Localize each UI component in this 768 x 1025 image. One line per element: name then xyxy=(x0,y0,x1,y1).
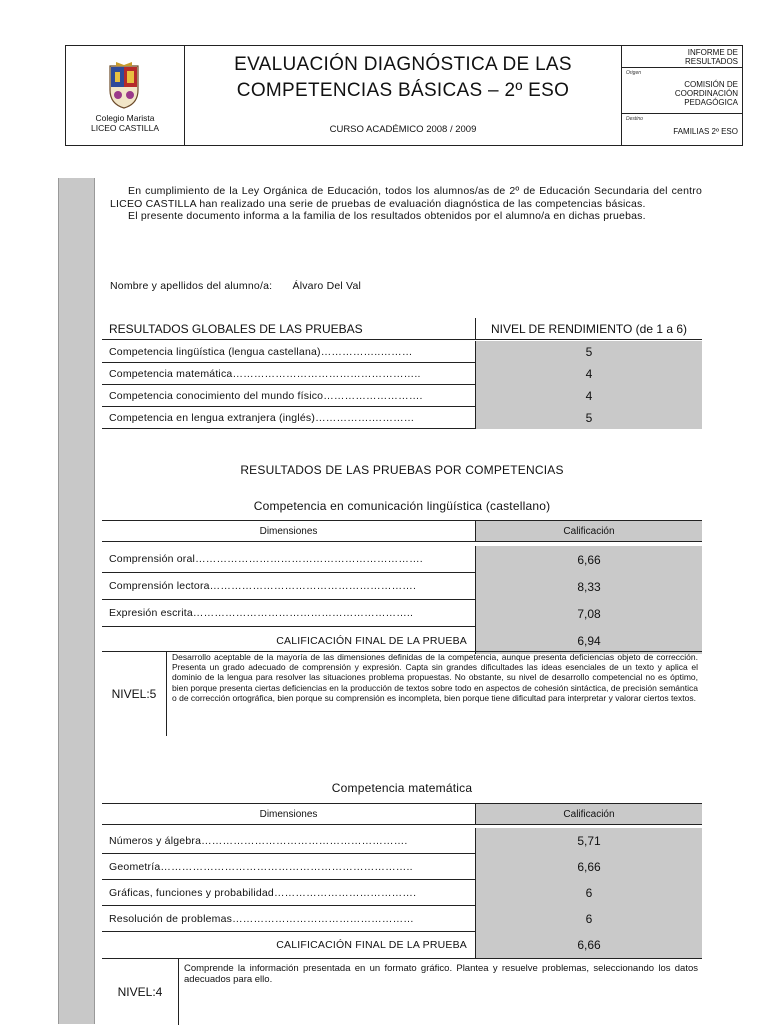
student-name: Álvaro Del Val xyxy=(292,280,362,292)
final-score-label: CALIFICACIÓN FINAL DE LA PRUEBA xyxy=(276,634,467,647)
row-label: Comprensión lectora…………………………………………………. xyxy=(102,573,475,600)
row-value: 5 xyxy=(475,407,702,429)
row-label: Comprensión oral………………………………………………………. xyxy=(102,546,475,573)
math-nivel-label: NIVEL:4 xyxy=(102,959,179,1025)
row-label: Números y álgebra…………………………………………………. xyxy=(102,828,475,854)
table-row xyxy=(102,828,702,854)
row-value: 4 xyxy=(475,385,702,407)
origin-label: Origen xyxy=(626,70,642,76)
table-row xyxy=(102,880,702,906)
student-line xyxy=(110,280,702,292)
left-margin-bar xyxy=(58,178,95,1024)
school-line1: Colegio Marista xyxy=(95,113,155,123)
school-line2: LICEO CASTILLA xyxy=(90,123,160,133)
math-table-header xyxy=(102,803,702,825)
global-head-right: NIVEL DE RENDIMIENTO (de 1 a 6) xyxy=(475,318,702,339)
table-row xyxy=(102,363,702,385)
final-score-value: 6,94 xyxy=(475,627,702,654)
row-label: Competencia matemática…………………………………………….. xyxy=(102,363,475,385)
math-nivel-text: Comprende la información presentada en un formato gráfico. Plantea y resuelve problemas, seleccionando los datos adecuados para ello. xyxy=(184,963,698,985)
table-row xyxy=(102,600,702,627)
academic-year: CURSO ACADÉMICO 2008 / 2009 xyxy=(329,124,477,135)
by-competence-title: RESULTADOS DE LAS PRUEBAS POR COMPETENCIAS xyxy=(240,463,564,477)
row-label: Resolución de problemas…………………………………………… xyxy=(102,906,475,932)
row-value: 5 xyxy=(475,341,702,363)
intro-paragraph-1: En cumplimiento de la Ley Orgánica de Educación, todos los alumnos/as de 2º de Educación Secundaria del centro LICEO CASTILLA han realizado una serie de pruebas de evaluación diagnóstica de las competencias básicas. xyxy=(110,185,702,210)
report-header xyxy=(65,45,743,146)
student-label: Nombre y apellidos del alumno/a: xyxy=(110,280,273,292)
table-row xyxy=(102,385,702,407)
lingua-title: Competencia en comunicación lingüística (castellano) xyxy=(253,499,551,513)
title-line2: COMPETENCIAS BÁSICAS – 2º ESO xyxy=(236,80,570,101)
math-title: Competencia matemática xyxy=(331,781,473,795)
global-results-header xyxy=(102,318,702,340)
final-score-value: 6,66 xyxy=(475,932,702,958)
final-score-row xyxy=(102,932,702,958)
math-head-right: Calificación xyxy=(475,804,702,824)
title-line1: EVALUACIÓN DIAGNÓSTICA DE LAS xyxy=(234,54,572,75)
school-crest-icon xyxy=(107,60,141,110)
lingua-table-header xyxy=(102,520,702,542)
row-value: 6,66 xyxy=(475,854,702,880)
lingua-nivel-label: NIVEL:5 xyxy=(102,652,167,736)
math-nivel xyxy=(102,958,702,1025)
lingua-nivel-text: Desarrollo aceptable de la mayoría de las dimensiones definidas de la competencia, aunque presenta deficiencias objeto de corrección. Presenta un grado adecuado de comprensión y expresión. Capta sin grandes dificultades las ideas esenciales de un texto y aplica el dominio de la lengua para resolver las situaciones problema propuestas. No obstante, su nivel de desarrollo competencial no es óptimo, bien porque presenta ciertas deficiencias en la producción de textos sobre todo en aspectos de cohesión sintáctica, de precisión semántica o de corrección ortográfica, bien porque su comprensión es incompleta, bien porque tiene dificultad para interpretar y valorar ciertos textos. xyxy=(172,652,698,703)
lingua-head-right: Calificación xyxy=(475,521,702,541)
math-head-left: Dimensiones xyxy=(259,808,318,820)
row-value: 5,71 xyxy=(475,828,702,854)
document-type: INFORME DE RESULTADOS xyxy=(622,46,742,68)
lingua-nivel xyxy=(102,651,702,736)
destination-label: Destino xyxy=(626,116,643,122)
row-label: Competencia conocimiento del mundo físico………………………. xyxy=(102,385,475,407)
row-label: Gráficas, funciones y probabilidad…………………………………. xyxy=(102,880,475,906)
final-score-row xyxy=(102,627,702,654)
row-label: Geometría…………………………………………………………….. xyxy=(102,854,475,880)
school-logo-cell xyxy=(66,46,185,145)
row-value: 6 xyxy=(475,880,702,906)
row-value: 6,66 xyxy=(475,546,702,573)
row-label: Competencia en lengua extranjera (inglés)…………….………… xyxy=(102,407,475,429)
destination-value: FAMILIAS 2º ESO xyxy=(673,127,738,136)
school-name xyxy=(66,113,184,133)
row-label: Expresión escrita…………………………………………………….. xyxy=(102,600,475,627)
global-head-left: RESULTADOS GLOBALES DE LAS PRUEBAS xyxy=(109,321,363,336)
lingua-head-left: Dimensiones xyxy=(259,525,318,537)
title-cell xyxy=(185,46,622,145)
table-row xyxy=(102,906,702,932)
row-value: 8,33 xyxy=(475,573,702,600)
intro xyxy=(110,185,702,223)
row-value: 6 xyxy=(475,906,702,932)
document-title xyxy=(185,52,621,104)
table-row xyxy=(102,546,702,573)
row-label: Competencia lingüística (lengua castellana)……………..……… xyxy=(102,341,475,363)
table-row xyxy=(102,573,702,600)
meta-cell xyxy=(622,46,742,145)
table-row xyxy=(102,407,702,429)
final-score-label: CALIFICACIÓN FINAL DE LA PRUEBA xyxy=(276,939,467,951)
intro-paragraph-2: El presente documento informa a la familia de los resultados obtenidos por el alumno/a en dichas pruebas. xyxy=(128,210,646,222)
row-value: 4 xyxy=(475,363,702,385)
origin-value: COMISIÓN DE COORDINACIÓN PEDAGÓGICA xyxy=(622,68,742,114)
row-value: 7,08 xyxy=(475,600,702,627)
table-row xyxy=(102,341,702,363)
table-row xyxy=(102,854,702,880)
